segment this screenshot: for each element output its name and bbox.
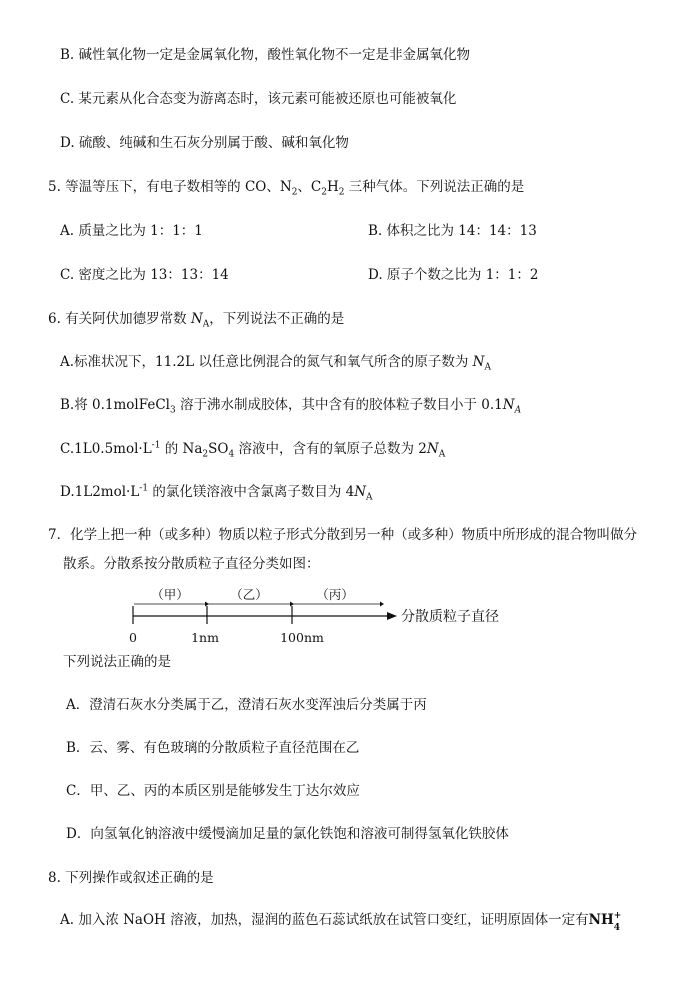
q7-option-d: D．向氢氧化钠溶液中缓慢滴加足量的氯化铁饱和溶液可制得氢氧化铁胶体 (66, 826, 509, 842)
label-bing: （丙） (316, 588, 354, 602)
q6-option-d: $D.1L2mol\cdot L^{-1}$ 的氯化镁溶液中含氯离子数目为 $4N_A$ (60, 483, 373, 503)
axis-label: 分散质粒子直径 (401, 609, 499, 625)
tick-label-1nm: 1nm (191, 630, 219, 645)
dispersion-diagram (125, 588, 525, 646)
q7-question: 下列说法正确的是 (63, 654, 171, 670)
q8-stem: 8. 下列操作或叙述正确的是 (48, 870, 214, 886)
dispersion-axis-svg (125, 588, 525, 646)
label-jia: （甲） (151, 588, 189, 602)
q7-stem-line2: 散系。分散系按分散质粒子直径分类如图： (63, 556, 320, 572)
q4-option-c: C. 某元素从化合态变为游离态时，该元素可能被还原也可能被氧化 (60, 91, 457, 107)
q7-stem-line1: 7．化学上把一种（或多种）物质以粒子形式分散到另一种（或多种）物质中所形成的混合物叫做分 (48, 527, 638, 543)
q5-option-a: A. 质量之比为 1：1：1 (60, 223, 203, 239)
q6-stem: 6. 有关阿伏加德罗常数 $N_A$，下列说法不正确的是 (48, 311, 345, 330)
q7-option-b: B．云、雾、有色玻璃的分散质粒子直径范围在乙 (66, 740, 360, 756)
q5-option-c: C. 密度之比为 13：13：14 (60, 267, 229, 283)
tick-label-100nm: 100nm (280, 630, 324, 645)
q6-option-b: B.将 0.1molFeCl$_3$ 溶于沸水制成胶体，其中含有的胶体粒子数目小于 $0.1N_A$ (60, 397, 522, 416)
q7-option-c: C．甲、乙、丙的本质区别是能够发生丁达尔效应 (66, 783, 360, 799)
q8-option-a: A. 加入浓 NaOH 溶液，加热，湿润的蓝色石蕊试纸放在试管口变红，证明原固体一定有NH + 4 (60, 911, 622, 933)
q5-option-d: D. 原子个数之比为 1：1：2 (368, 267, 539, 283)
q4-option-d: D. 硫酸、纯碱和生石灰分别属于酸、碱和氧化物 (60, 135, 349, 151)
q6-option-c: $C.1L0.5mol\cdot L^{-1}$ 的 $Na_2SO_4$ 溶液中，含有的氧原子总数为 $2N_A$ (60, 440, 446, 460)
range-bing-arrow (380, 602, 384, 607)
q5-stem: 5. 等温等压下，有电子数相等的 CO、$N_2$、$C_2H_2$ 三种气体。下列说法正确的是 (48, 179, 525, 198)
tick-label-0: 0 (129, 630, 137, 645)
q6-option-a: A.标准状况下，11.2L 以任意比例混合的氮气和氧气所含的原子数为 $N_A$ (60, 354, 491, 373)
q4-option-b: B. 碱性氧化物一定是金属氧化物，酸性氧化物不一定是非金属氧化物 (60, 47, 471, 63)
q7-option-a: A．澄清石灰水分类属于乙，澄清石灰水变浑浊后分类属于丙 (66, 697, 427, 713)
q5-option-b: B. 体积之比为 14：14：13 (368, 223, 537, 239)
label-yi: （乙） (230, 588, 268, 602)
axis-arrowhead (387, 612, 397, 620)
